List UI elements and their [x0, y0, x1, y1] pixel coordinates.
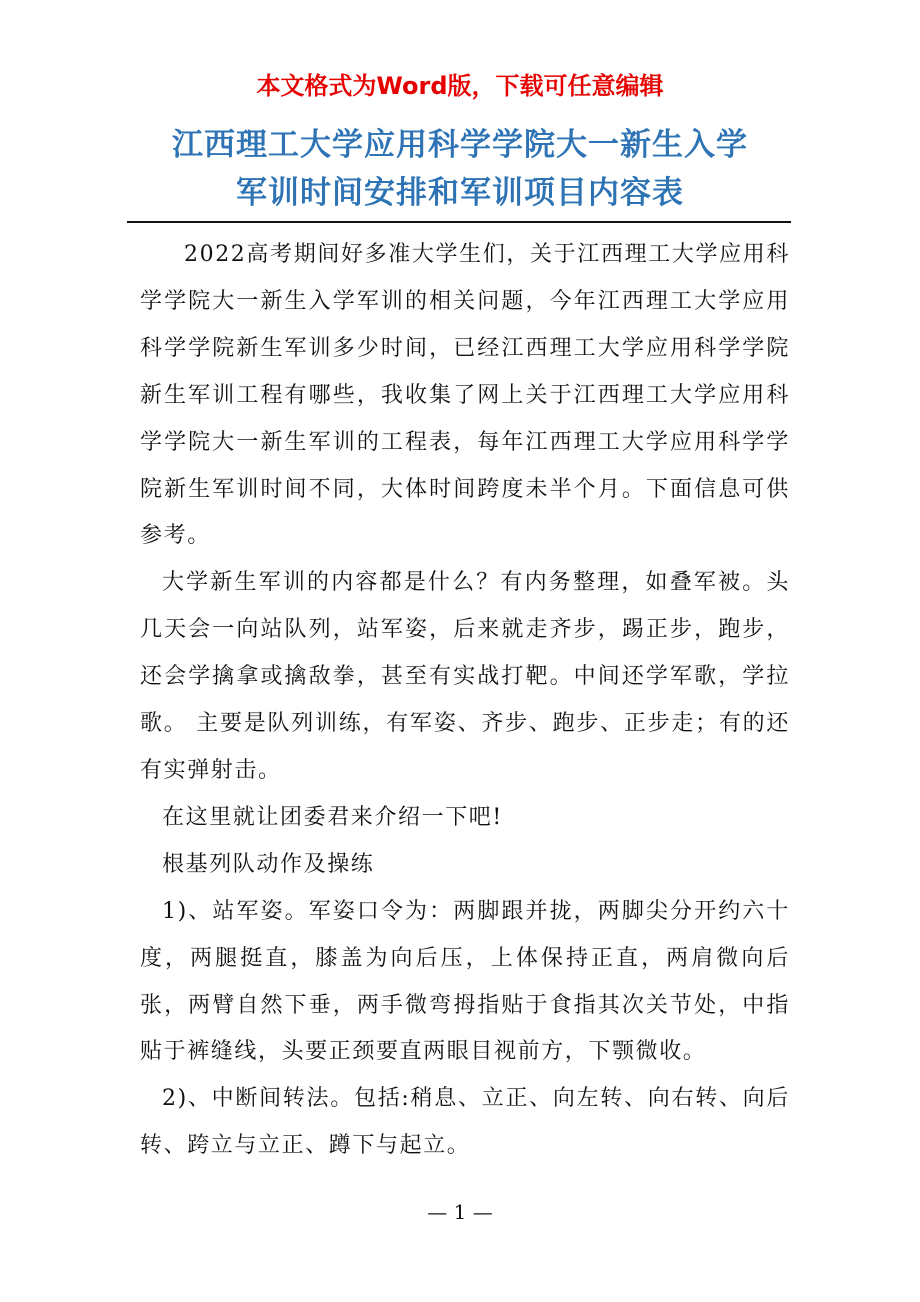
training-content-paragraph: 大学新生军训的内容都是什么？有内务整理，如叠军被。头几天会一向站队列，站军姿，后来就走齐步，踢正步，跑步，还会学擒拿或擒敌拳，甚至有实战打靶。中间还学军歌，学拉歌。 主要是队列训练，有军姿、齐步、跑步、正步走；有的还有实弹射击。: [140, 570, 790, 783]
title-divider: [127, 221, 791, 223]
document-title-line-2: 军训时间安排和军训项目内容表: [236, 175, 684, 211]
document-title-line-1: 江西理工大学应用科学学院大一新生入学: [172, 127, 748, 163]
page-number: — 1 —: [427, 1200, 493, 1224]
list-item-stand-posture: 1)、站军姿。军姿口令为：两脚跟并拢，两脚尖分开约六十度，两腿挺直，膝盖为向后压，上体保持正直，两肩微向后张，两臂自然下垂，两手微弯拇指贴于食指其次关节处，中指贴于裤缝线，头要正颈要直两眼目视前方，下颚微收。: [140, 898, 790, 1065]
introduction-line: 在这里就让团委君来介绍一下吧!: [162, 804, 503, 830]
intro-paragraph: 2022高考期间好多准大学生们，关于江西理工大学应用科学学院大一新生入学军训的相关问题，今年江西理工大学应用科学学院新生军训多少时间，已经江西理工大学应用科学学院新生军训工程有哪些，我收集了网上关于江西理工大学应用科学学院大一新生军训的工程表，每年江西理工大学应用科学学院新生军训时间不同，大体时间跨度未半个月。下面信息可供参考。: [140, 242, 790, 549]
document-body: [140, 232, 790, 1170]
section-heading: 根基列队动作及操练: [162, 851, 375, 877]
list-item-turns: 2)、中断间转法。包括:稍息、立正、向左转、向右转、向后转、跨立与立正、蹲下与起立。: [140, 1086, 790, 1159]
download-banner: 本文格式为Word版，下载可任意编辑: [256, 72, 664, 100]
